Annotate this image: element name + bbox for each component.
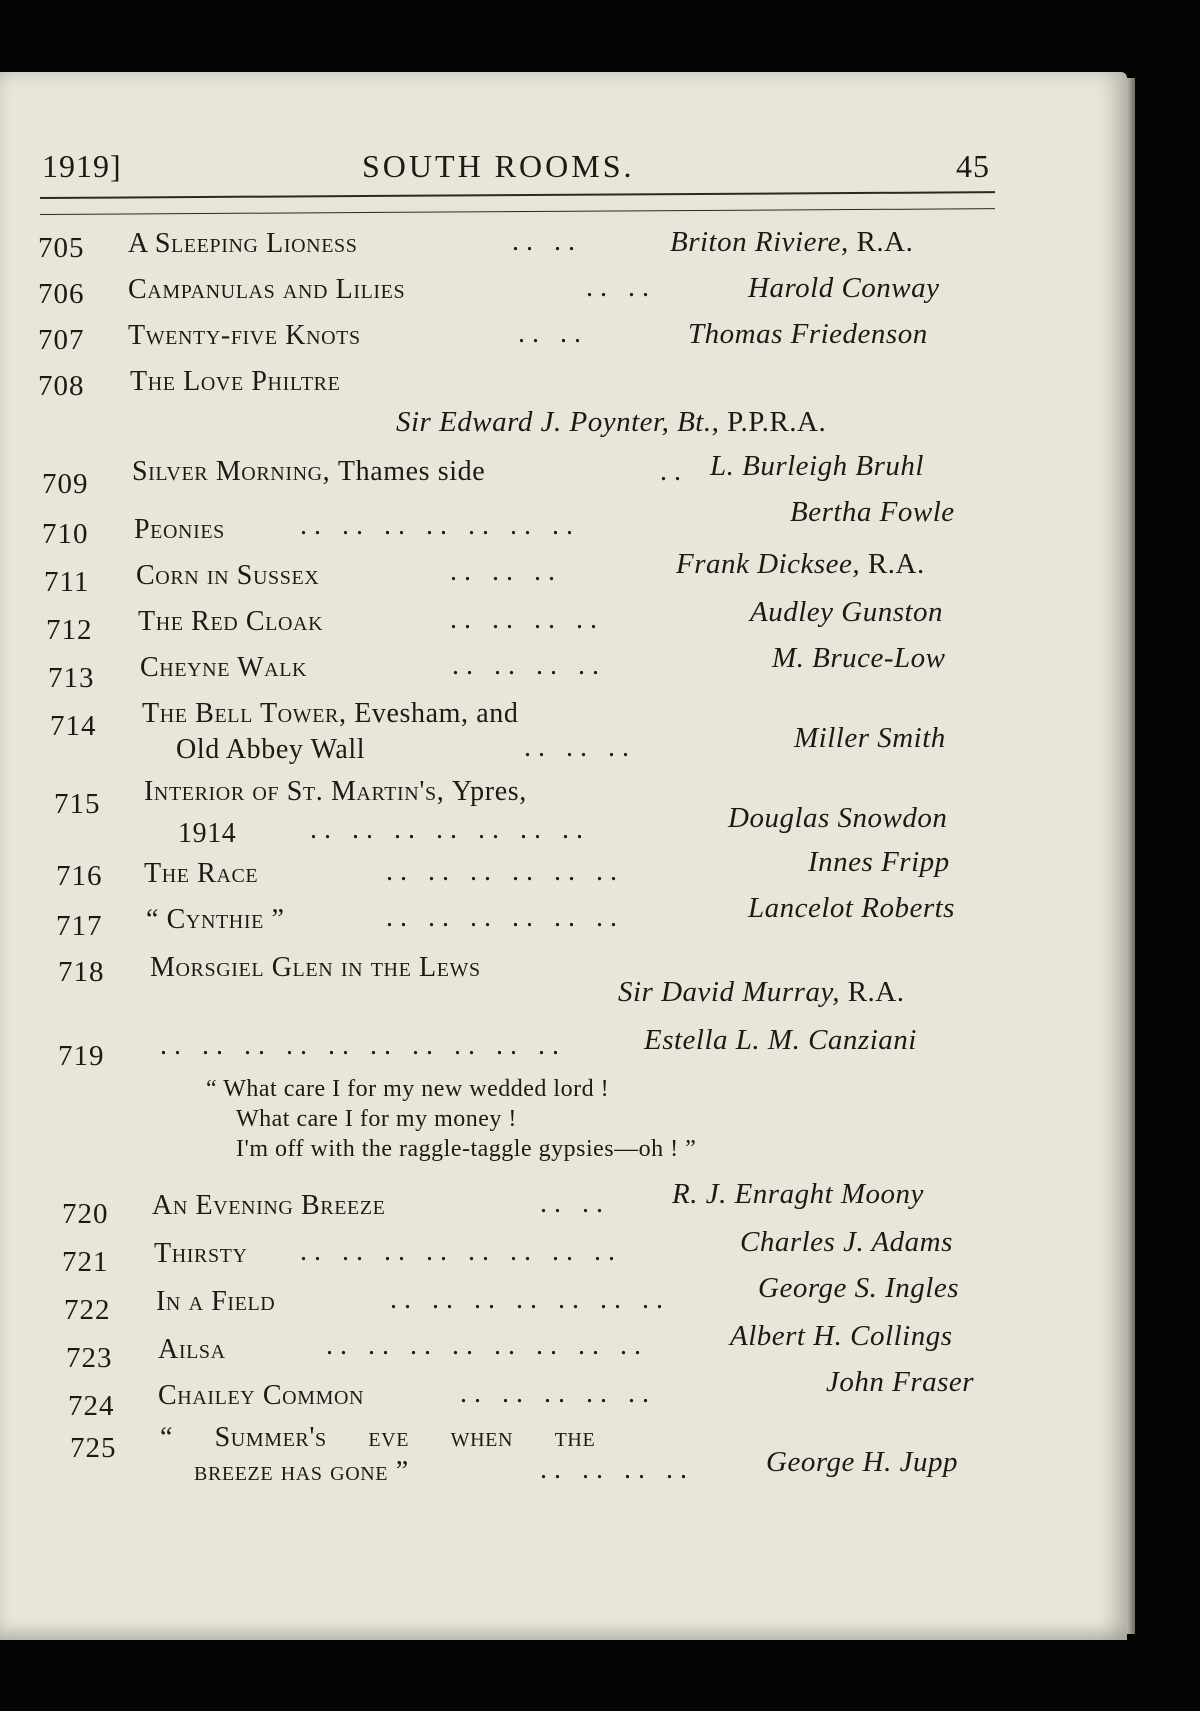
entry-artist: Estella L. M. Canziani (644, 1024, 917, 1056)
entry-artist: M. Bruce-Low (772, 642, 946, 674)
leader-dots: .. .. .. .. (540, 1454, 694, 1485)
leader-dots: .. (660, 456, 688, 487)
leader-dots: .. .. (586, 272, 656, 303)
entry-number: 724 (68, 1390, 115, 1422)
entry-title: “ Cynthie ” (146, 904, 285, 935)
entry-artist: Briton Riviere, R.A. (670, 226, 914, 258)
entry-number: 712 (46, 614, 93, 646)
entry-title: A Sleeping Lioness (128, 228, 358, 259)
entry-number: 716 (56, 860, 103, 892)
page-number: 45 (956, 148, 990, 184)
leader-dots: .. .. .. (450, 556, 562, 587)
leader-dots: .. .. (540, 1188, 610, 1219)
entry-title: Twenty-five Knots (128, 320, 361, 351)
leader-dots: .. .. .. (524, 732, 636, 763)
entry-title: Silver Morning, Thames side (132, 456, 486, 487)
leader-dots: .. .. .. .. .. .. .. (390, 1284, 670, 1315)
entry-artist: Frank Dicksee, R.A. (676, 548, 925, 580)
leader-dots: .. .. .. .. .. (460, 1378, 656, 1409)
entry-artist: Bertha Fowle (790, 496, 955, 528)
header-title: SOUTH ROOMS. (362, 148, 635, 184)
leader-dots: .. .. .. .. .. .. .. .. .. .. (160, 1030, 566, 1061)
page-edge (1127, 78, 1135, 1634)
entry-title-line2: Old Abbey Wall (176, 734, 366, 765)
verse-line: “ What care I for my new wedded lord ! (206, 1076, 610, 1102)
entry-artist: Innes Fripp (808, 846, 950, 878)
entry-artist: Miller Smith (794, 722, 946, 754)
entry-artist: George S. Ingles (758, 1272, 960, 1304)
entry-artist: Harold Conway (748, 272, 940, 304)
leader-dots: .. .. .. .. .. .. .. (300, 510, 580, 541)
entry-title: Thirsty (154, 1238, 248, 1269)
entry-number: 720 (62, 1198, 109, 1230)
entry-title: An Evening Breeze (152, 1190, 386, 1221)
entry-artist: Lancelot Roberts (748, 892, 955, 924)
leader-dots: .. .. (518, 318, 588, 349)
entry-title: The Bell Tower, Evesham, and (142, 698, 519, 729)
header-year: 1919] (42, 148, 122, 184)
entry-number: 718 (58, 956, 105, 988)
entry-title: Peonies (134, 514, 225, 545)
entry-artist: Sir David Murray, R.A. (618, 976, 905, 1008)
entry-title: Corn in Sussex (136, 560, 320, 591)
entry-number: 722 (64, 1294, 111, 1326)
entry-artist: L. Burleigh Bruhl (710, 450, 924, 482)
entry-artist: Charles J. Adams (740, 1226, 953, 1258)
entry-number: 714 (50, 710, 97, 742)
entry-number: 717 (56, 910, 103, 942)
entry-number: 708 (38, 370, 85, 402)
entry-number: 709 (42, 468, 89, 500)
entry-title: Chailey Common (158, 1380, 365, 1411)
entry-number: 711 (44, 566, 90, 598)
entry-artist: R. J. Enraght Moony (672, 1178, 924, 1210)
entry-number: 719 (58, 1040, 105, 1072)
entry-title: The Red Cloak (138, 606, 324, 637)
entry-artist: John Fraser (826, 1366, 975, 1398)
entry-artist: Sir Edward J. Poynter, Bt., P.P.R.A. (396, 406, 827, 438)
entry-title: Ailsa (158, 1334, 226, 1365)
verse-line: I'm off with the raggle-taggle gypsies—oh ! ” (236, 1136, 697, 1162)
entry-number: 707 (38, 324, 85, 356)
leader-dots: .. .. .. .. .. .. .. .. (326, 1330, 648, 1361)
entry-artist: Thomas Friedenson (688, 318, 928, 350)
entry-artist: Albert H. Collings (730, 1320, 953, 1352)
entry-title-line2: breeze has gone ” (194, 1456, 409, 1487)
entry-title: Interior of St. Martin's, Ypres, (144, 776, 527, 807)
entry-title: “ Summer's eve when the (160, 1422, 596, 1453)
entry-title: The Love Philtre (130, 366, 341, 397)
entry-title: Morsgiel Glen in the Lews (150, 952, 481, 983)
verse-line: What care I for my money ! (236, 1106, 517, 1132)
entry-artist: Audley Gunston (750, 596, 944, 628)
entry-number: 721 (62, 1246, 109, 1278)
entry-artist: George H. Jupp (766, 1446, 958, 1478)
leader-dots: .. .. .. .. .. .. (386, 856, 624, 887)
entry-title-line2: 1914 (178, 818, 237, 849)
entry-number: 710 (42, 518, 89, 550)
entry-number: 705 (38, 232, 85, 264)
entry-title: Campanulas and Lilies (128, 274, 406, 305)
entry-number: 706 (38, 278, 85, 310)
entry-artist: Douglas Snowdon (728, 802, 948, 834)
entry-number: 725 (70, 1432, 117, 1464)
leader-dots: .. .. (512, 226, 582, 257)
leader-dots: .. .. .. .. (450, 604, 604, 635)
entry-number: 723 (66, 1342, 113, 1374)
leader-dots: .. .. .. .. .. .. (386, 902, 624, 933)
entry-title: The Race (144, 858, 259, 889)
entry-number: 713 (48, 662, 95, 694)
entry-title: In a Field (156, 1286, 276, 1317)
leader-dots: .. .. .. .. .. .. .. .. (300, 1236, 622, 1267)
leader-dots: .. .. .. .. .. .. .. (310, 814, 590, 845)
entry-title: Cheyne Walk (140, 652, 308, 683)
leader-dots: .. .. .. .. (452, 650, 606, 681)
entry-number: 715 (54, 788, 101, 820)
